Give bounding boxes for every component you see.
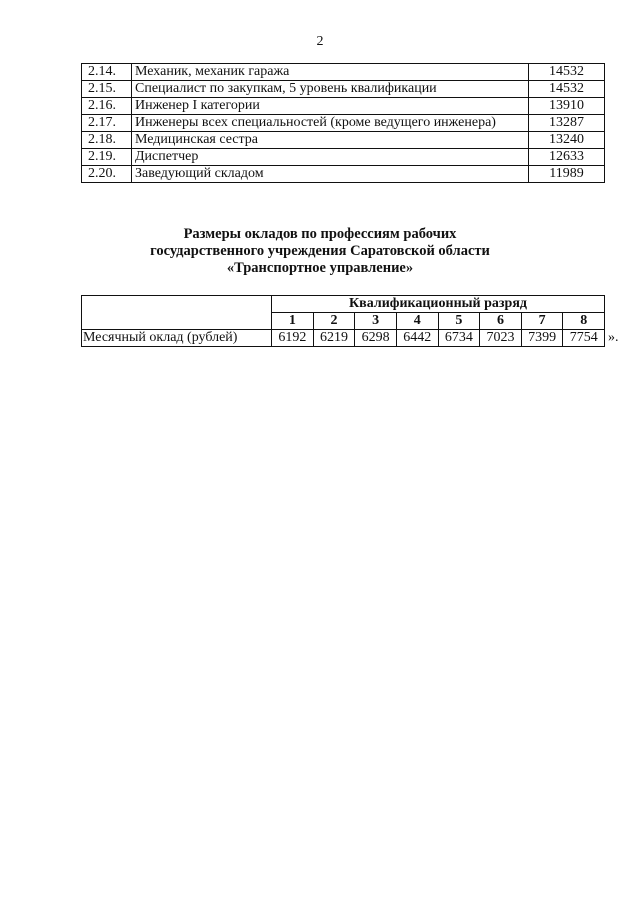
grade-header: Квалификационный разряд <box>272 296 605 313</box>
table-row <box>82 64 605 81</box>
salary-value: 6192 <box>272 330 314 347</box>
salary-value: 6442 <box>396 330 438 347</box>
page-number: 2 <box>316 34 324 49</box>
table-row <box>82 81 605 98</box>
heading-line: государственного учреждения Саратовской области <box>150 243 490 259</box>
heading-line: Размеры окладов по профессиям рабочих <box>183 226 457 242</box>
row-number: 2.16. <box>82 98 132 115</box>
table-row <box>82 330 605 347</box>
table-row <box>82 166 605 183</box>
table-row <box>82 115 605 132</box>
salary-value: 13240 <box>529 132 605 149</box>
grade-number: 5 <box>438 313 480 330</box>
row-number: 2.17. <box>82 115 132 132</box>
position-name: Специалист по закупкам, 5 уровень квалификации <box>132 81 529 98</box>
position-name: Диспетчер <box>132 149 529 166</box>
salary-value: 7754 <box>563 330 605 347</box>
row-number: 2.20. <box>82 166 132 183</box>
empty-header-cell <box>82 296 272 330</box>
salary-value: 6298 <box>355 330 397 347</box>
grade-number: 3 <box>355 313 397 330</box>
row-number: 2.15. <box>82 81 132 98</box>
position-name: Медицинская сестра <box>132 132 529 149</box>
salary-value: 6734 <box>438 330 480 347</box>
position-name: Механик, механик гаража <box>132 64 529 81</box>
section-heading <box>0 226 640 277</box>
closing-quote-mark: ». <box>608 330 619 345</box>
heading-line: «Транспортное управление» <box>226 260 414 276</box>
position-name: Инженеры всех специальностей (кроме ведущего инженера) <box>132 115 529 132</box>
table-row <box>82 132 605 149</box>
grade-number: 4 <box>396 313 438 330</box>
row-number: 2.18. <box>82 132 132 149</box>
grade-number: 8 <box>563 313 605 330</box>
grade-number: 6 <box>480 313 522 330</box>
position-name: Заведующий складом <box>132 166 529 183</box>
grade-number: 2 <box>313 313 355 330</box>
salary-value: 13287 <box>529 115 605 132</box>
table-header-row <box>82 296 605 313</box>
row-number: 2.19. <box>82 149 132 166</box>
salary-value: 14532 <box>529 81 605 98</box>
salary-value: 13910 <box>529 98 605 115</box>
salary-value: 12633 <box>529 149 605 166</box>
table-row <box>82 149 605 166</box>
salary-value: 14532 <box>529 64 605 81</box>
grade-number: 7 <box>521 313 563 330</box>
salary-value: 7399 <box>521 330 563 347</box>
worker-grades-table <box>81 295 605 347</box>
grade-number: 1 <box>272 313 314 330</box>
row-number: 2.14. <box>82 64 132 81</box>
row-label: Месячный оклад (рублей) <box>82 330 272 347</box>
salary-value: 7023 <box>480 330 522 347</box>
table-row <box>82 98 605 115</box>
salary-value: 6219 <box>313 330 355 347</box>
staff-salary-table <box>81 63 605 183</box>
salary-value: 11989 <box>529 166 605 183</box>
position-name: Инженер I категории <box>132 98 529 115</box>
